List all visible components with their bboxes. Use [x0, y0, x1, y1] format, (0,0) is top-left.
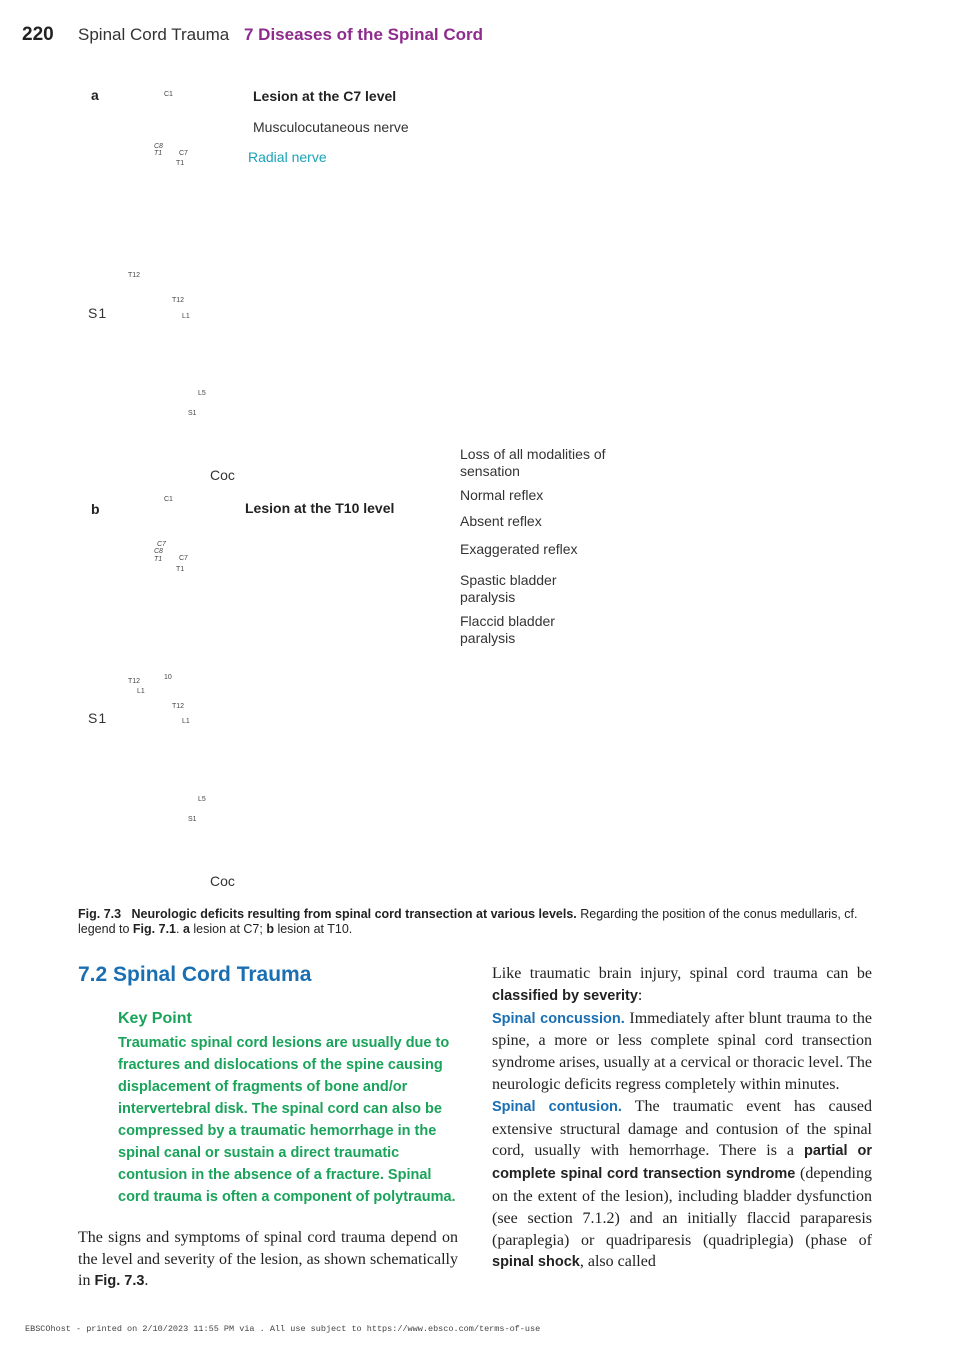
body-text: (depending on the extent of the lesion), including bladder dysfunction (see section 7.1.2) and an initially flaccid paraparesis (paraplegia) or quadriparesis (quadriplegia) (phase of: [492, 1165, 872, 1249]
concussion-term: Spinal concussion.: [492, 1010, 625, 1027]
body-text: .: [144, 1272, 149, 1289]
bold-term: partial or complete spinal cord transection syndrome: [492, 1143, 872, 1183]
page-number: 220: [22, 24, 54, 45]
left-body-paragraph: [78, 1227, 458, 1293]
label-c1: C1: [164, 91, 173, 98]
legend-normal-reflex: Normal reflex: [460, 487, 544, 503]
label-coc: Coc: [210, 467, 235, 483]
label-c1: C1: [164, 496, 173, 503]
body-text: Like traumatic brain injury, spinal cord trauma can be: [492, 965, 872, 982]
body-text: :: [637, 986, 643, 1004]
label-s1: S1: [188, 816, 197, 823]
caption-text: lesion at T10.: [273, 922, 353, 936]
label-t12: T12: [172, 703, 185, 710]
body-text: Immediately after blunt trauma to the spine, a more or less complete spinal cord transection syndrome arises, usually at a cervical or thoracic level. The neurologic deficits regress completely within minutes.: [492, 1009, 872, 1093]
panel-a-title: Lesion at the C7 level: [253, 88, 397, 104]
label-c7: C7: [179, 150, 188, 157]
legend-flaccid-bladder: Flaccid bladder paralysis: [460, 613, 555, 646]
section-heading: 7.2 Spinal Cord Trauma: [78, 963, 312, 986]
label-t1: T1: [176, 160, 185, 167]
label-l5: L5: [198, 796, 206, 803]
legend-loss-of-sensation: Loss of all modalities of sensation: [460, 446, 606, 479]
caption-text: Regarding the position of the conus medullaris, cf. legend to: [78, 907, 858, 936]
contusion-term: Spinal contusion.: [492, 1098, 622, 1115]
label-l1: L1: [182, 313, 190, 320]
caption-text: lesion at C7;: [189, 922, 267, 936]
panel-a-letter: a: [91, 87, 99, 103]
label-coc: Coc: [210, 873, 235, 889]
figure-caption: [78, 907, 878, 937]
radial-nerve-label: Radial nerve: [248, 149, 327, 165]
intro-paragraph: [492, 963, 872, 1008]
label-c8: C8: [154, 143, 163, 150]
label-t1-italic: T1: [154, 150, 163, 157]
label-ten: 10: [164, 674, 172, 681]
legend-exaggerated-reflex: Exaggerated reflex: [460, 541, 578, 557]
body-text: The signs and symptoms of spinal cord trauma depend on the level and severity of the lesion, as shown schematically in: [78, 1229, 458, 1289]
bold-term: spinal shock: [492, 1254, 580, 1271]
concussion-paragraph: [492, 1008, 872, 1096]
body-text: , also called: [579, 1253, 656, 1271]
chapter-title: 7 Diseases of the Spinal Cord: [244, 25, 484, 44]
label-c8: C8: [154, 548, 163, 555]
caption-a: a: [182, 922, 190, 936]
key-point-text: Traumatic spinal cord lesions are usually due to fractures and dislocations of the spine causing displacement of fragments of bone and/or intervertebral disk. The spinal cord can also be compressed by a traumatic hemorrhage in the spinal canal or sustain a direct traumatic contusion in the absence of a fracture. Spinal cord trauma is often a component of polytrauma.: [118, 1035, 456, 1205]
label-t12: T12: [172, 297, 185, 304]
caption-label: Fig. 7.3: [78, 907, 122, 921]
label-l1-left: L1: [137, 688, 145, 695]
panel-b-letter: b: [91, 501, 100, 517]
label-t1: T1: [176, 566, 185, 573]
figure-reference: Fig. 7.3: [94, 1273, 145, 1289]
label-l1: L1: [182, 718, 190, 725]
key-point-title: Key Point: [118, 1010, 192, 1027]
legend-absent-reflex: Absent reflex: [460, 513, 542, 529]
key-point-box: [118, 1010, 463, 1208]
label-t1-italic: T1: [154, 556, 163, 563]
label-t12-left: T12: [128, 678, 141, 685]
label-c7: C7: [179, 555, 188, 562]
label-l5: L5: [198, 390, 206, 397]
legend-spastic-bladder: Spastic bladder paralysis: [460, 572, 557, 605]
running-head: Spinal Cord Trauma: [78, 25, 230, 44]
bold-term: classified by severity: [492, 987, 638, 1004]
caption-title: Neurologic deficits resulting from spinal cord transection at various levels.: [131, 907, 577, 921]
label-c7-italic: C7: [157, 541, 166, 548]
label-t12-left: T12: [128, 272, 141, 279]
label-s1-dermatome: S1: [88, 710, 108, 726]
label-s1-dermatome: S1: [88, 305, 108, 321]
contusion-paragraph: [492, 1096, 872, 1274]
label-s1: S1: [188, 410, 197, 417]
panel-b-title: Lesion at the T10 level: [245, 500, 395, 516]
caption-text: .: [176, 922, 183, 936]
right-column: [492, 963, 872, 1274]
print-footer: EBSCOhost - printed on 2/10/2023 11:55 PM via . All use subject to https://www.ebsco.com/terms-of-use: [25, 1324, 541, 1334]
caption-ref: Fig. 7.1: [132, 922, 176, 936]
caption-b: b: [266, 922, 274, 936]
body-text: The traumatic event has caused extensive structural damage and contusion of the spinal cord, usually with hemorrhage. There is a: [492, 1097, 872, 1160]
musculocutaneous-nerve-label: Musculocutaneous nerve: [253, 119, 409, 135]
